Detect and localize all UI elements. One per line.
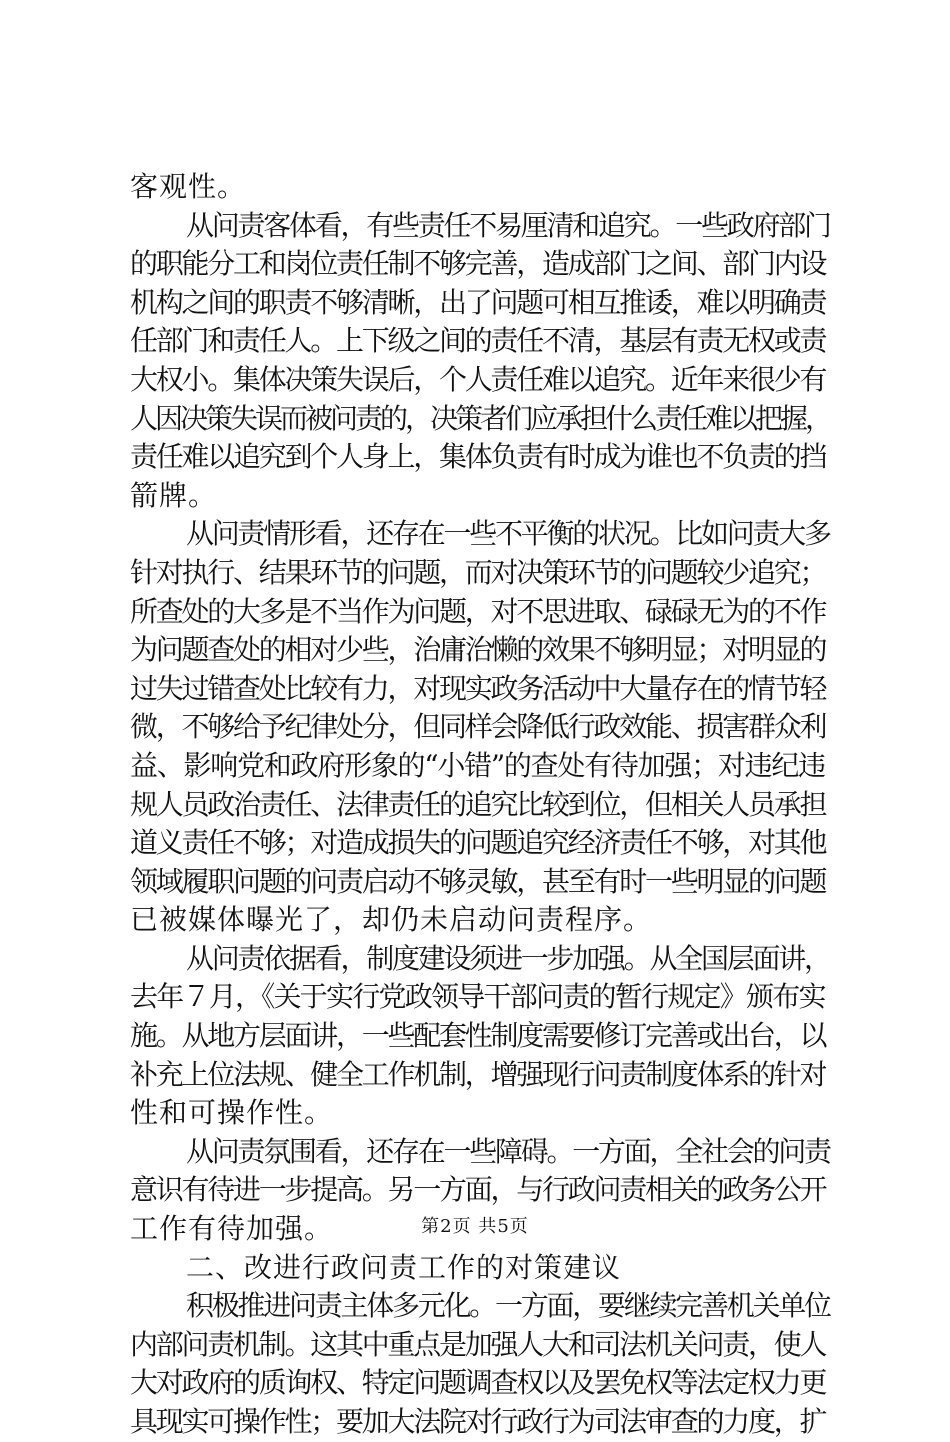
text-line: 过失过错查处比较有力，对现实政务活动中大量存在的情节轻 — [130, 671, 826, 705]
page-number-label: 第2页 共5页 — [421, 1216, 529, 1237]
text-line: 补充上位法规、健全工作机制，增强现行问责制度体系的针对 — [130, 1057, 826, 1091]
text-line: 机构之间的职责不够清晰，出了问题可相互推诿，难以明确责 — [130, 285, 826, 319]
text-line: 大对政府的质询权、特定问题调查权以及罢免权等法定权力更 — [130, 1366, 826, 1400]
text-line: 去年７月，《关于实行党政领导干部问责的暂行规定》颁布实 — [130, 980, 825, 1014]
text-line: 微，不够给予纪律处分，但同样会降低行政效能、损害群众利 — [130, 710, 826, 744]
text-line: 施。从地方层面讲，一些配套性制度需要修订完善或出台，以 — [130, 1019, 826, 1053]
text-line: 意识有待进一步提高。另一方面，与行政问责相关的政务公开 — [130, 1173, 826, 1207]
text-line: 责任难以追究到个人身上，集体负责有时成为谁也不负责的挡 — [130, 440, 826, 474]
text-line: 客观性。 — [130, 170, 247, 203]
text-line: 箭牌。 — [130, 478, 218, 512]
text-line: 规人员政治责任、法律责任的追究比较到位，但相关人员承担 — [130, 787, 826, 821]
text-line: 从问责客体看，有些责任不易厘清和追究。一些政府部门 — [186, 208, 830, 242]
page-footer — [0, 1212, 950, 1238]
text-line: 为问题查处的相对少些，治庸治懒的效果不够明显；对明显的 — [130, 633, 826, 667]
text-line: 具现实可操作性；要加大法院对行政行为司法审查的力度，扩 — [130, 1405, 826, 1438]
text-line: 的职能分工和岗位责任制不够完善，造成部门之间、部门内设 — [130, 247, 826, 281]
text-line: 领域履职问题的问责启动不够灵敏，甚至有时一些明显的问题 — [130, 864, 826, 898]
text-line: 从问责情形看，还存在一些不平衡的状况。比如问责大多 — [186, 517, 830, 551]
text-line: 从问责氛围看，还存在一些障碍。一方面，全社会的问责 — [186, 1134, 830, 1168]
text-line: 从问责依据看，制度建设须进一步加强。从全国层面讲， — [186, 941, 830, 975]
text-line: 工作有待加强。 — [130, 1212, 334, 1246]
text-line: 积极推进问责主体多元化。一方面，要继续完善机关单位 — [186, 1289, 830, 1323]
document-body — [130, 168, 830, 1442]
text-line: 内部问责机制。这其中重点是加强人大和司法机关问责，使人 — [130, 1327, 826, 1361]
text-line: 益、影响党和政府形象的“小错”的查处有待加强；对违纪违 — [130, 748, 825, 782]
text-line: 大权小。集体决策失误后，个人责任难以追究。近年来很少有 — [130, 362, 826, 396]
text-line: 人因决策失误而被问责的，决策者们应承担什么责任难以把握， — [130, 401, 831, 435]
text-line: 任部门和责任人。上下级之间的责任不清，基层有责无权或责 — [130, 324, 826, 358]
text-line: 已被媒体曝光了，却仍未启动问责程序。 — [130, 903, 653, 937]
text-line: 针对执行、结果环节的问题，而对决策环节的问题较少追究； — [130, 555, 826, 589]
text-line: 二、改进行政问责工作的对策建议 — [186, 1250, 622, 1284]
text-line: 道义责任不够；对造成损失的问题追究经济责任不够，对其他 — [130, 826, 826, 860]
text-line: 性和可操作性。 — [130, 1096, 334, 1130]
text-line: 所查处的大多是不当作为问题，对不思进取、碌碌无为的不作 — [130, 594, 826, 628]
